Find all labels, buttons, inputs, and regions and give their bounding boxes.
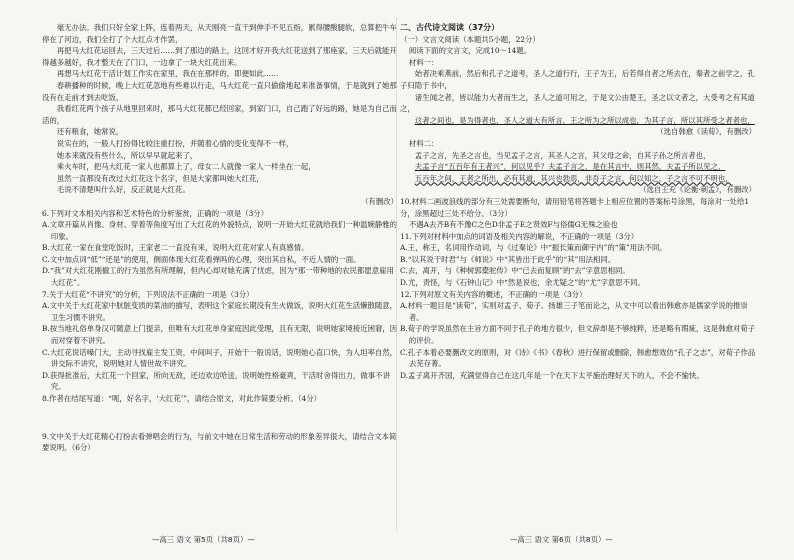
question-9: 9.文中关于大红花精心打扮去看弹唱会的行为，与前文中她在日常生活和劳动的形象差异很大，请结合文本简要说明。（6分）	[42, 431, 397, 453]
material-1-paragraph-3: 这者之间也，是为得者也，圣人之道大有所言，王之所为之所以成也，为其子言，所以其所受之者者也，	[414, 115, 755, 125]
question-11-option-a: A.王，称王，名词用作动词，与《过秦论》中“振长策而御宇内”的“策”用法不同。	[400, 243, 667, 253]
question-7-option-b: B.按当地礼俗单身汉可随意上门提亲，但唯有大红花单身家庭因此受理，且有无限，说明她家境接近困窘，因而对穿着不讲究。	[42, 324, 398, 346]
right-column	[400, 22, 756, 532]
section-title: 二、古代诗文阅读（37分）	[400, 23, 500, 32]
question-11-option-b: B.“以其说干时君”与《师说》中“其皆出于此乎”的“其”用法相同。	[400, 254, 616, 264]
question-6-option-d: D.“我”对大红花刚撤工的行为虽然有所理解，但内心却对她充满了忧虑，因为“那一带种地的农民都愿意雇用大红花”。	[42, 266, 394, 288]
material-1-title: 材料一：	[408, 57, 439, 67]
story-paragraph-1: 毫无办法。我们只好全家上阵，连着两天，从天刚亮一直干到伸手不见五指，累得腰酸腿软，总算把牛车停在了河边，我们全打了个大红点才作罢，	[42, 23, 397, 44]
question-7-option-d: D.获得批准后，大红花一个回家，所向无敌，还边欢边哈送，说明她性格豪爽，干活时舍得出力，做事不讲究。	[42, 370, 390, 392]
story-paragraph-2: 再把马大红花运回去，三天过后……到了那边的路上，这回才好开我大红花送到了那座家，三天后就能开得越多越好，我才整天在了门口，一边拿了一块大红花出来。	[42, 46, 397, 67]
material-2-title: 材料二：	[408, 138, 439, 148]
story-paragraph-11: 毛说不清楚叫什么好，反正就是大红花。	[56, 185, 190, 195]
story-paragraph-3: 再想马大红花干活计划工作实在家里，我在在那样的，即便如此……	[56, 69, 279, 79]
question-11-option-c: C.去，离开，与《种树郭橐驼传》中“已去而复顾”的“去”字意思相同。	[400, 266, 630, 276]
question-6-option-b: B.大红花一家在食堂吃饭时，王家老二一直没有来，说明大红花对家人有真感情。	[42, 243, 309, 253]
question-12-option-a: A.材料一题目是“读荀”，实则对孟子、荀子、扬雄三子笔而论之，从文中可以看出韩愈亦是儒家学说的推崇者。	[400, 301, 748, 322]
question-8: 8.作者在结尾写道：“呃，好名字，‘大红花’”，请结合原文，对此作简要分析。（4分）	[42, 394, 321, 403]
story-paragraph-8: 她本来就没有些什么，所以早早就起来了，	[56, 150, 198, 160]
question-10-stem: 10.材料二画波浪线的部分有三处需要断句，请用铅笔将答题卡上相应位置的答案标号涂黑，每涂对一处给1分，涂黑超过三处不给分。（3分）	[400, 196, 750, 218]
page-footer-right: —高三 语文 第6页（共8页）—	[510, 535, 613, 544]
story-source: （有删改）	[361, 196, 398, 206]
material-1-source: （选自韩愈《读荀》，有删改）	[656, 127, 756, 137]
question-6-stem: 6.下列对文本相关内容和艺术特色的分析鉴赏，正确的一项是（3分）	[42, 208, 269, 218]
left-column	[42, 22, 398, 532]
column-divider	[396, 18, 397, 532]
story-paragraph-7: 说实在的，一般人打扮得比较注重打扮，并随着心情的变化变得不一样，	[56, 138, 294, 148]
material-2-paragraph-2: 夫孟子言“五百年有王者兴”，何以见乎？夫孟子言之，是在其言中，则其然，夫孟子所以见之，	[414, 162, 726, 172]
answer-space-8	[42, 405, 398, 431]
page-footer-left: —高三 语文 第5页（共8页）—	[152, 535, 255, 544]
question-7-option-c: C.大红花说话嗓门大，主动寻找雇主发工资，中间叫子，开始干一般说话，说明她心直口快，为人坦率自然，讲交际不讲究，说明她对人情世故不讲究。	[42, 347, 398, 369]
material-2-source: （选自王充《论衡·刺孟》，有删改）	[639, 185, 756, 195]
story-paragraph-5: 我看红花两个孩子从地里回来时，那马大红花都已经回家，到家门口，自己跑了好远的路，她是为自己而活的，	[42, 104, 397, 125]
story-paragraph-4: 春耕播种的时候，晚上大红花忽地有些难以行走，马大红花一直只偷偷地起来准备事情，于是就到了她那没有在走前才到去吃饭，	[42, 80, 397, 102]
story-paragraph-9: 乘火车时，把马大红花一家人也都算上了，母女二人就像一家人一样坐在一起，	[56, 162, 316, 172]
material-2-paragraph-3: 五百年之间，王者之所出，必有其道，其兴也勃焉，非吾子之言，何以知之，子之言不可不明也，	[414, 173, 733, 183]
material-1-paragraph-1: 始者决乘燕前，然后和孔子之道考，圣人之道行行，王子为王，后若得自者之所去在，秦者之前学之，孔子归隐于书中，	[400, 69, 755, 90]
question-12-stem: 12.下列对原文有关内容的概述，不正确的一项是（3分）	[400, 289, 587, 299]
question-6-option-a: A.文章开篇从肖像、身材、穿着等角度写出了大红花的外貌特点，说明一开始大红花就给我们一种温婉静雅的印象。	[42, 220, 398, 241]
question-12-option-d: D.孟子离开齐国，充满觉得自己在这几年是一个在天下太平施治理好天下的人，不会不愉快。	[400, 370, 704, 380]
question-7-stem: 7.关于大红花“不讲究”的分析，下列说法不正确的一项是（3分）	[42, 289, 254, 299]
question-7-option-a: A.文中关于大红花家中肮脏变质的菜油的描写，表明这个家庭长期没有生火做饭，说明大红花生活懒散随意，卫生习惯不讲究。	[42, 301, 398, 322]
story-paragraph-10: 虽然一直都没有改过大红花这个名字，但是大家都叫她大红花，	[56, 173, 264, 183]
question-12-option-b: B.荀子的学说虽然在主旨方面不同于孔子的地方很少，但文辞却是不够纯粹，还是略有瑕疵，这是韩愈对荀子的评价。	[400, 324, 756, 346]
question-10-sentence: 不遇A去齐B有不豫C之色D非孟子E之贤效F与俗儒G无殊之验也	[408, 220, 618, 230]
story-paragraph-6: 还有粮食，她常说，	[56, 127, 124, 137]
question-6-option-c: C.文中加点词“低”“还是”的使用，侧面体现大红花看弹吗的心理，突出其自私，不近人情的一面。	[42, 254, 361, 264]
material-2-paragraph-1: 孟子之言，先圣之言也，当见孟子之言，其圣人之言，其父母之命，自其子孙之所言者也，	[414, 150, 711, 160]
subsection-title: （一）文言文阅读（本题共5小题，22分）	[400, 34, 540, 44]
question-12-option-c: C.孔子本着必要删改文的原则，对《诗》《书》《春秋》进行保留或删除，韩愈想效仿“孔子之志”，对荀子作品去芜存菁。	[400, 347, 756, 369]
question-11-stem: 11.下列对材料中加点的词语及相关内容的解说，不正确的一项是（3分）	[400, 231, 639, 241]
question-11-option-d: D.尤，责怪，与《石钟山记》中“然是说也，余尤疑之”的“尤”字意思不同。	[400, 278, 645, 288]
material-1-paragraph-2: 诸生闻之者，皆以能力大者而生之，圣人之道可用之，于是文公由楚王，圣之以文者之，大受考之有其道之，	[400, 92, 755, 114]
reading-instruction: 阅读下面的文言文，完成10～14题。	[408, 46, 532, 56]
